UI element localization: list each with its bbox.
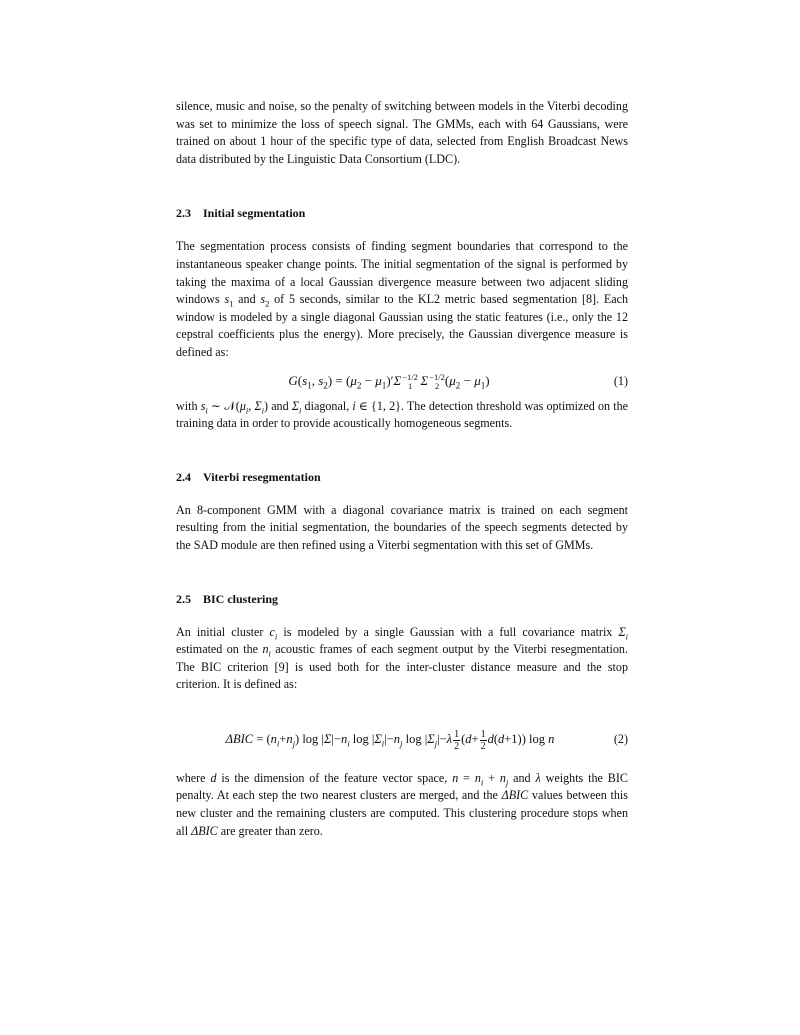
section-heading-bic-clustering <box>176 591 628 607</box>
viterbi-resegmentation-paragraph: An 8-component GMM with a diagonal covariance matrix is trained on each segment resulting from the initial segmentation, the boundaries of the speech segments detected by the SAD module are then refined using a Viterbi segmentation with this set of GMMs. <box>176 502 628 552</box>
equation-1-number: (1) <box>613 373 628 388</box>
initial-segmentation-paragraph: The segmentation process consists of finding segment boundaries that correspond to the instantaneous speaker change points. The initial segmentation of the signal is performed by taking the maxima of a local Gaussian divergence measure between two adjacent sliding windows $s_1$ and $s_2$ of 5 seconds, similar to the KL2 metric based segmentation [8]. Each window is modeled by a single diagonal Gaussian using the static features (i.e., only the 12 cepstral coefficients plus the energy). More precisely, the Gaussian divergence measure is defined as: <box>176 239 629 359</box>
paper-page <box>176 98 628 840</box>
equation-2-number: (2) <box>613 731 628 746</box>
section-number: 2.5 <box>176 591 191 606</box>
bic-penalty-paragraph: where d is the dimension of the feature vector space, $n = n_i + n_j$ and λ weights the BIC penalty. At each step the two nearest clusters are merged, and the ΔBIC values between this new cluster and the remaining clusters are computed. This clustering procedure stops when all ΔBIC are greater than zero. <box>176 770 628 838</box>
equation-1 <box>176 370 628 392</box>
section-heading-initial-segmentation <box>176 205 628 221</box>
section-title: Viterbi resegmentation <box>203 469 321 484</box>
section-title: BIC clustering <box>203 591 278 606</box>
section-number: 2.3 <box>176 206 191 221</box>
bic-clustering-paragraph: An initial cluster $c_i$ is modeled by a single Gaussian with a full covariance matrix $\Sigma_i$ estimated on the $n_i$ acoustic frames of each segment output by the Viterbi resegmentation. The BIC criterion [9] is used both for the inter-cluster distance measure and the stop criterion. It is defined as: <box>176 624 629 692</box>
equation-2-body: $\Delta BIC = (n_i+n_j)$ $\log |\Sigma|-n_i$ $\log |\Sigma_i|-n_j$ $\log |\Sigma_j|-\lambda$ $\frac{1}{2}$ (d+ $\frac{1}{2}$ d(d+1)) log n <box>225 728 555 752</box>
detection-threshold-paragraph: with $s_i$ ∼ $𝒩(\mu_i$, $\Sigma_i$) and $\Sigma_i$ diagonal, i ∈ {1, 2}. The detection threshold was optimized on the training data in order to provide acoustically homogeneous segments. <box>176 398 629 431</box>
equation-1-body: $G(s_1$, $s_2) = (\mu_2 - \mu_1)'\Sigma$ −1/2 1 Σ −1/2 2 $(\mu_2 - \mu_1)$ <box>288 371 490 391</box>
section-heading-viterbi-resegmentation <box>176 469 628 485</box>
equation-2 <box>176 724 628 754</box>
intro-paragraph: silence, music and noise, so the penalty of switching between models in the Viterbi decoding was set to minimize the loss of speech signal. The GMMs, each with 64 Gaussians, were trained on about 1 hour of the specific type of data, selected from English Broadcast News data distributed by the Linguistic Data Consortium (LDC). <box>176 99 628 166</box>
section-number: 2.4 <box>176 469 191 484</box>
section-title: Initial segmentation <box>203 206 306 221</box>
